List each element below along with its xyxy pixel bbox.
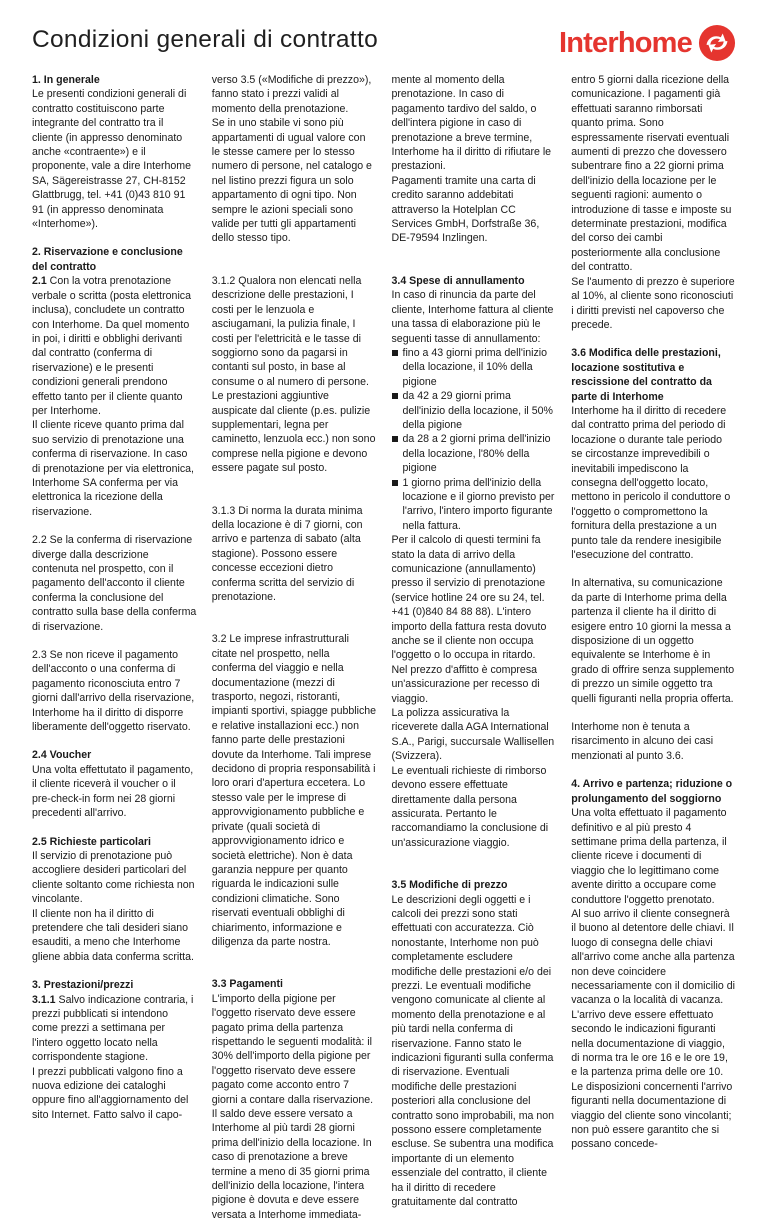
- paragraph: Il servizio di prenotazione può accogliere desideri particolari del cliente soltanto come richiesta non vincolante.: [32, 849, 195, 906]
- paragraph: Al suo arrivo il cliente consegnerà il buono al detentore delle chiavi. Il luogo di consegna delle chiavi all'arrivo come anche alla partenza non deve coincidere necessariamente con il domicilio di vacanza o la località di vacanza. L'arrivo deve essere effettuato secondo le indicazioni figuranti nella documentazione di viaggio, di norma tra le ore 16 e le ore 19, e la partenza prima delle ore 10.: [571, 907, 735, 1079]
- spacer: [392, 260, 557, 274]
- paragraph: La polizza assicurativa la riceverete dalla AGA International S.A., Parigi, succursale Wallisellen (Svizzera).: [391, 707, 555, 763]
- column-1: [32, 73, 197, 1121]
- spacer: [212, 618, 377, 632]
- paragraph: Nel prezzo d'affitto è compresa un'assicurazione per recesso di viaggio.: [391, 663, 540, 705]
- paragraph: Il cliente riceve quanto prima dal suo servizio di prenotazione una conferma di riservazione. In caso di prenotazione per via elettronica, Interhome SA conferma per via elettronica la ricezione della riservazione.: [32, 419, 194, 518]
- paragraph: entro 5 giorni dalla ricezione della comunicazione. I pagamenti già effettuati saranno rimborsati quanto prima. Sono espressamente riservati eventuali aumenti di prezzo che dovessero subentrare fino a 22 giorni prima dell'inizio della locazione per le seguenti ragioni: aumento o introduzione di tasse e imposte su determinate prestazioni, modifica del corso dei cambi posteriormente alla conclusione del contratto.: [571, 74, 732, 274]
- section-heading: 2. Riservazione e conclusione del contratto: [32, 246, 183, 273]
- clause-text: Con la votra prenotazione verbale o scritta (posta elettronica inclusa), concludete un contratto con Interhome. Da quel momento in poi, i diritti e obblighi derivanti dal contratto (conferma di riservazione) e le presenti condizioni generali prendono effetto tanto per il cliente quanto per Interhome.: [32, 275, 191, 417]
- paragraph: Pagamenti tramite una carta di credito saranno addebitati attraverso la Hotelplan CC Services GmbH, Dorfstraße 36, DE-79594 Inzlingen.: [391, 174, 540, 245]
- paragraph: 2.3 Se non riceve il pagamento dell'acconto o una conferma di pagamento riconosciuta entro 7 giorni dall'arrivo della riservazione, Interhome ha il diritto di disporre liberamente dell'oggetto riservato.: [32, 649, 195, 734]
- paragraph: Interhome ha il diritto di recedere dal contratto prima del periodo di locazione o durante tale periodo se circostanze imprevedibili o inevitabili impediscono la consegna dell'oggetto locato, mettono in pericolo il conduttore o l'oggetto o compromettono la fornitura della prestazione a un punto tale da rendere inesigibile l'esecuzione del contratto.: [571, 404, 731, 561]
- clause-number: 3.1.1: [32, 993, 56, 1006]
- page-header: [32, 20, 736, 66]
- page-title: Condizioni generali di contratto: [32, 26, 378, 53]
- brand-logo: [559, 24, 736, 62]
- section-heading: 3.4 Spese di annullamento: [391, 274, 525, 287]
- paragraph: L'importo della pigione per l'oggetto riservato deve essere pagato prima della partenza rispettando le seguenti modalità: il 30% dell'importo della pigione per l'oggetto riservato deve essere pagato come acconto entro 7 giorni a contare dalla riservazione. Il saldo deve essere versato a Interhome al più tardi 28 giorni prima dell'inizio della locazione. In caso di prenotazione a breve termine a meno di 35 giorni prima dell'inizio della locazione, l'intera pigione è dovuta e deve essere versata a Interhome immediata-: [211, 992, 374, 1221]
- list-item: da 42 a 29 giorni prima dell'inizio della locazione, il 50% della pigione: [392, 389, 557, 432]
- clause-text: Salvo indicazione contraria, i prezzi pubblicati si intendono come prezzi a settimana per l'intero oggetto locato nella corrispondente stagione.: [32, 993, 194, 1064]
- paragraph: verso 3.5 («Modifiche di prezzo»), fanno stato i prezzi validi al momento della prenotazione.: [211, 74, 372, 115]
- section-heading: 3. Prestazioni/prezzi: [32, 979, 134, 992]
- section-heading: 2.4 Voucher: [32, 749, 92, 762]
- paragraph: 3.2 Le imprese infrastrutturali citate nel prospetto, nella conferma del viaggio e nella documentazione (mezzi di trasporto, negozi, ristoranti, impianti sportivi, spiagge pubbliche e relative installazioni ecc.) non fanno parte delle prestazioni dovute da Interhome. Tali imprese decidono di propria responsabilità i loro orari d'apertura eccetera. Lo stesso vale per le imprese di approvvigionamento pubbliche e private (quali società di approvvigionamento idrico e società elettriche). Non è data garanzia neppure per quanto riguarda le indicazioni sulle condizioni climatiche. Sono riservati eventuali obblighi di chiarimento, informazione e diligenza da parte nostra.: [211, 633, 377, 948]
- paragraph: Le prestazioni aggiuntive auspicate dal cliente (p.es. pulizie supplementari, legna per caminetto, lenzuola ecc.) non sono comprese nella pigione e devono essere pagate sul posto.: [211, 390, 376, 475]
- paragraph: Se in uno stabile vi sono più appartamenti di ugual valore con le stesse camere per lo stesso numero di persone, nel catalogo e nel listino prezzi figura un solo appartamento di ogni tipo. Non sempre le azioni speciali sono valide per tutti gli appartamenti dello stesso tipo.: [211, 117, 372, 245]
- paragraph: Le disposizioni concernenti l'arrivo figuranti nella documentazione di viaggio del cliente sono vincolanti; non può essere garantito che si possano concede-: [571, 1080, 733, 1151]
- paragraph: 3.1.3 Di norma la durata minima della locazione è di 7 giorni, con arrivo e partenza di sabato (alta stagione). Possono essere concesse eccezioni dietro conferma scritta del servizio di prenotazione.: [211, 504, 363, 603]
- paragraph: In caso di rinuncia da parte del cliente, Interhome fattura al cliente una tassa di elaborazione più le seguenti tasse di annullamento:: [391, 289, 554, 345]
- list-item: 1 giorno prima dell'inizio della locazione e il giorno previsto per l'arrivo, l'intero importo figurante nella fattura.: [392, 476, 557, 534]
- spacer: [212, 963, 377, 977]
- interhome-logo-icon: [698, 24, 736, 62]
- section-heading: 1. In generale: [32, 74, 100, 86]
- list-item: fino a 43 giorni prima dell'inizio della locazione, il 10% della pigione: [392, 346, 557, 389]
- clause-number: 2.1: [32, 275, 47, 288]
- paragraph: Le presenti condizioni generali di contratto costituiscono parte integrante del contratto tra il cliente (in appresso denominato anche «contraente») e il proponente, vale a dire Interhome SA, Sägereistrasse 27, CH-8152 Glattbrugg, tel. +41 (0)43 810 91 91 (in appresso denominata «Interhome»).: [32, 88, 192, 231]
- column-2: [211, 73, 377, 1221]
- paragraph: Le descrizioni degli oggetti e i calcoli dei prezzi sono stati effettuati con accuratezza. Ciò nonostante, Interhome non può completamente escludere modifiche delle prestazioni e/o dei prezzi. Le eventuali modifiche vengono comunicate al cliente al momento della prenotazione e al più tardi nella conferma di riservazione. Fanno stato le indicazioni figuranti sulla conferma di riservazione. Eventuali modifiche delle prestazioni posteriori alla conclusione del contratto sono improbabili, ma non possono essere completamente escluse. Se subentra una modifica importante di un elemento essenziale del contratto, il cliente ha il diritto di recedere gratuitamente dal contratto: [391, 893, 555, 1209]
- paragraph: I prezzi pubblicati valgono fino a nuova edizione dei cataloghi oppure fino all'aggiornamento del sito Internet. Fatto salvo il capo-: [32, 1065, 189, 1121]
- spacer: [212, 490, 377, 504]
- paragraph: mente al momento della prenotazione. In caso di pagamento tardivo del saldo, o dell'intera pigione in caso di prenotazione a breve termine, Interhome ha il diritto di rifiutare le prestazioni.: [391, 74, 552, 173]
- section-heading: 3.3 Pagamenti: [211, 978, 283, 991]
- paragraph: 2.2 Se la conferma di riservazione diverge dalla descrizione contenuta nel prospetto, con il pagamento dell'acconto il cliente conferma la conclusione del contratto sulla base della conferma di riservazione.: [32, 534, 197, 633]
- paragraph: Le eventuali richieste di rimborso devono essere effettuate direttamente dalla persona assicurata. Pertanto le raccomandiamo la conclusione di un'assicurazione viaggio.: [391, 764, 549, 849]
- column-3: [391, 73, 557, 1209]
- paragraph: Una volta effettuato il pagamento definitivo e al più presto 4 settimane prima della partenza, il cliente riceve i documenti di viaggio che lo legittimano come avente diritto a occupare come conduttore l'oggetto prenotato.: [571, 807, 727, 906]
- paragraph: Interhome non è tenuta a risarcimento in alcuno dei casi menzionati al punto 3.6.: [571, 721, 714, 762]
- list-item: da 28 a 2 giorni prima dell'inizio della locazione, l'80% della pigione: [392, 432, 557, 475]
- paragraph: Per il calcolo di questi termini fa stato la data di arrivo della comunicazione (annullamento) presso il servizio di prenotazione (service hotline 24 ore su 24, tel. +41 (0)840 84 88 88). L'intero importo della fattura resta dovuto anche se il cliente non occupa l'oggetto o lo occupa in ritardo.: [391, 534, 547, 662]
- section-heading: 3.6 Modifica delle prestazioni, locazione sostitutiva e rescissione del contratto da parte di Interhome: [571, 347, 721, 403]
- paragraph: 3.1.2 Qualora non elencati nella descrizione delle prestazioni, I costi per le lenzuola e asciugamani, la pulizia finale, I costi per l'elettricità e le tasse di soggiorno sono da pagarsi in contanti sul posto, in base al consume o al numero di persone.: [211, 274, 369, 388]
- column-4: [571, 73, 736, 1151]
- paragraph: Una volta effettutato il pagamento, il cliente riceverà il voucher o il pre-check-in form nei 28 giorni precedenti all'arrivo.: [32, 763, 194, 820]
- body-columns: [32, 73, 736, 1221]
- paragraph: Se l'aumento di prezzo è superiore al 10%, al cliente sono riconosciuti i diritti previsti nel capoverso che precede.: [571, 275, 735, 331]
- cancellation-fee-list: [392, 346, 557, 533]
- paragraph: Il cliente non ha il diritto di pretendere che tali desideri siano esauditi, a meno che Interhome gliene abbia data conferma scritta.: [32, 907, 194, 963]
- spacer: [212, 260, 377, 274]
- brand-name: Interhome: [559, 26, 692, 59]
- section-heading: 3.5 Modifiche di prezzo: [391, 879, 508, 892]
- paragraph: [32, 274, 197, 418]
- section-heading: 4. Arrivo e partenza; riduzione o prolungamento del soggiorno: [571, 778, 733, 805]
- paragraph: In alternativa, su comunicazione da parte di Interhome prima della partenza il cliente ha il diritto di esigere entro 10 giorni la messa a disposizione di un oggetto equivalente se Interhome è in grado di offrire senza supplemento di prezzo un simile oggetto tra quelli figuranti nella propria offerta.: [571, 577, 735, 705]
- paragraph: [32, 993, 197, 1065]
- spacer: [392, 864, 557, 878]
- section-heading: 2.5 Richieste particolari: [32, 835, 151, 848]
